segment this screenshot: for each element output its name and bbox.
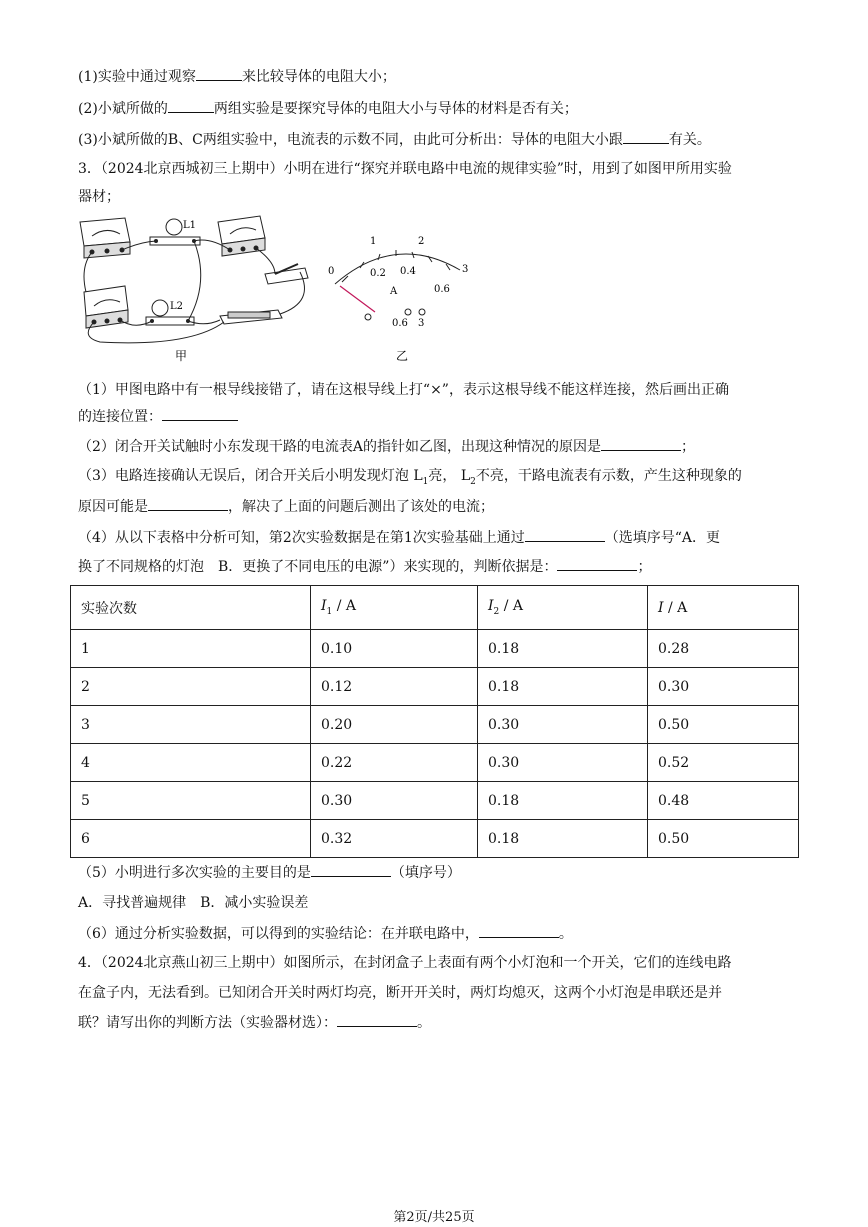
table-row (71, 630, 799, 668)
lamp-l1-label: L1 (183, 220, 197, 231)
lamp-l2-label: L2 (170, 301, 184, 312)
question-line-2 (78, 98, 578, 119)
text: （2）闭合开关试触时小东发现干路的电流表A的指针如乙图，出现这种情况的原因是 (78, 439, 602, 455)
question-4-line-a: 4．（2024北京燕山初三上期中）如图所示，在封闭盒子上表面有两个小灯泡和一个开关，它们的连线电路 (78, 955, 732, 971)
text: 不亮，干路电流表有示数，产生这种现象的 (475, 468, 742, 484)
sub-5-options: A．寻找普遍规律 B．减小实验误差 (78, 895, 309, 911)
cell: 0.18 (478, 668, 648, 706)
sub-3-line-a: （3）电路连接确认无误后，闭合开关后小明发现灯泡 $L_1$亮， $L_2$不亮，干路电流表有示数，产生这种现象的 (78, 468, 742, 487)
sub-4-line-a (78, 527, 720, 548)
text: (1)实验中通过观察 (78, 69, 196, 85)
text: (3)小斌所做的B、C两组实验中，电流表的示数不同，由此可分析出：导体的电阻大小跟 (78, 132, 623, 148)
answer-blank[interactable] (601, 436, 681, 451)
header-cell: $I_2$ / A (478, 586, 648, 630)
cell: 0.50 (648, 820, 799, 858)
answer-blank[interactable] (162, 406, 238, 421)
cell: 0.18 (478, 820, 648, 858)
answer-blank[interactable] (525, 527, 605, 542)
cell: 2 (71, 668, 311, 706)
sub-6-line (78, 923, 573, 944)
sub-4-line-b (78, 556, 651, 577)
switch-icon (265, 264, 308, 284)
header-cell: 实验次数 (71, 586, 311, 630)
answer-blank[interactable] (479, 923, 559, 938)
cell: 0.32 (311, 820, 478, 858)
sub-2-line (78, 436, 695, 457)
text: 联？请写出你的判断方法（实验器材选）： (78, 1015, 337, 1031)
data-table (70, 585, 799, 858)
cell: 3 (71, 706, 311, 744)
answer-blank[interactable] (148, 496, 228, 511)
answer-blank[interactable] (168, 98, 214, 113)
cell: 0.20 (311, 706, 478, 744)
text: ，解决了上面的问题后测出了该处的电流； (228, 499, 494, 515)
terminal-06: 0.6 (392, 318, 408, 329)
text: （5）小明进行多次实验的主要目的是 (78, 865, 311, 881)
text: 换了不同规格的灯泡 B．更换了不同电压的电源”）来实现的，判断依据是： (78, 559, 558, 575)
text: 两组实验是要探究导体的电阻大小与导体的材料是否有关； (213, 101, 578, 117)
page-footer: 第2页/共25页 (393, 1210, 475, 1225)
tick-bottom-3: 0.6 (434, 284, 450, 295)
cell: 0.48 (648, 782, 799, 820)
cell: 0.30 (478, 706, 648, 744)
sub-1-line-b (78, 406, 238, 427)
text: （6）通过分析实验数据，可以得到的实验结论：在并联电路中， (78, 926, 479, 942)
answer-blank[interactable] (557, 556, 637, 571)
question-3-stem: 3．（2024北京西城初三上期中）小明在进行“探究并联电路中电流的规律实验”时，用到了如图甲所用实验 (78, 161, 732, 177)
text: （填序号） (390, 865, 461, 881)
header-cell: I / A (648, 586, 799, 630)
text: 的连接位置： (78, 409, 162, 425)
cell: 0.12 (311, 668, 478, 706)
tick-bottom-2: 0.4 (400, 266, 416, 277)
cell: 0.28 (648, 630, 799, 668)
answer-blank[interactable] (623, 129, 669, 144)
text: ； (637, 559, 652, 575)
sub-5-line-a (78, 862, 461, 883)
answer-blank[interactable] (196, 66, 242, 81)
terminal-3: 3 (418, 318, 425, 329)
dial-unit: A (390, 286, 398, 297)
cell: 0.30 (478, 744, 648, 782)
tick-top-0: 0 (328, 266, 335, 277)
cell: 0.50 (648, 706, 799, 744)
text: 。 (417, 1015, 431, 1031)
caption-right: 乙 (396, 349, 409, 363)
text: （3）电路连接确认无误后，闭合开关后小明发现灯泡 (78, 468, 409, 484)
answer-blank[interactable] (311, 862, 391, 877)
question-4-line-b: 在盒子内，无法看到。已知闭合开关时两灯均亮，断开开关时，两灯均熄灭，这两个小灯泡是串联还是并 (78, 985, 722, 1001)
table-header-row (71, 586, 799, 630)
cell: 0.52 (648, 744, 799, 782)
header-cell: $I_1$ / A (311, 586, 478, 630)
tick-top-1: 1 (370, 236, 377, 247)
cell: 0.30 (311, 782, 478, 820)
cell: 4 (71, 744, 311, 782)
text: 有关。 (668, 132, 711, 148)
question-4-line-c (78, 1012, 431, 1033)
ammeter-icon (84, 286, 128, 328)
cell: 0.22 (311, 744, 478, 782)
table-row (71, 782, 799, 820)
question-line-3 (78, 129, 711, 150)
cell: 0.10 (311, 630, 478, 668)
cell: 5 (71, 782, 311, 820)
text: (2)小斌所做的 (78, 101, 168, 117)
text: （4）从以下表格中分析可知，第2次实验数据是在第1次实验基础上通过 (78, 530, 525, 546)
text: 来比较导体的电阻大小； (241, 69, 396, 85)
table-row (71, 820, 799, 858)
tick-bottom-1: 0.2 (370, 268, 386, 279)
sub-1-line-a: （1）甲图电路中有一根导线接错了，请在这根导线上打“×”，表示这根导线不能这样连接，然后画出正确 (78, 382, 729, 398)
table-row (71, 706, 799, 744)
question-line-1 (78, 66, 396, 87)
text: ； (681, 439, 696, 455)
ammeter-icon (80, 218, 130, 258)
table-row (71, 668, 799, 706)
question-3-stem-2: 器材； (78, 189, 120, 205)
tick-top-3: 3 (462, 264, 469, 275)
answer-blank[interactable] (337, 1012, 417, 1027)
text: （选填序号“A．更 (604, 530, 721, 546)
battery-icon (220, 310, 282, 324)
cell: 0.30 (648, 668, 799, 706)
tick-top-2: 2 (418, 236, 425, 247)
caption-left: 甲 (175, 349, 188, 363)
table-row (71, 744, 799, 782)
text: 亮， (428, 468, 457, 484)
cell: 1 (71, 630, 311, 668)
text: 。 (558, 926, 573, 942)
cell: 0.18 (478, 630, 648, 668)
circuit-figure (70, 212, 490, 367)
needle (340, 286, 375, 312)
cell: 6 (71, 820, 311, 858)
text: 原因可能是 (78, 499, 148, 515)
sub-3-line-b (78, 496, 494, 517)
cell: 0.18 (478, 782, 648, 820)
